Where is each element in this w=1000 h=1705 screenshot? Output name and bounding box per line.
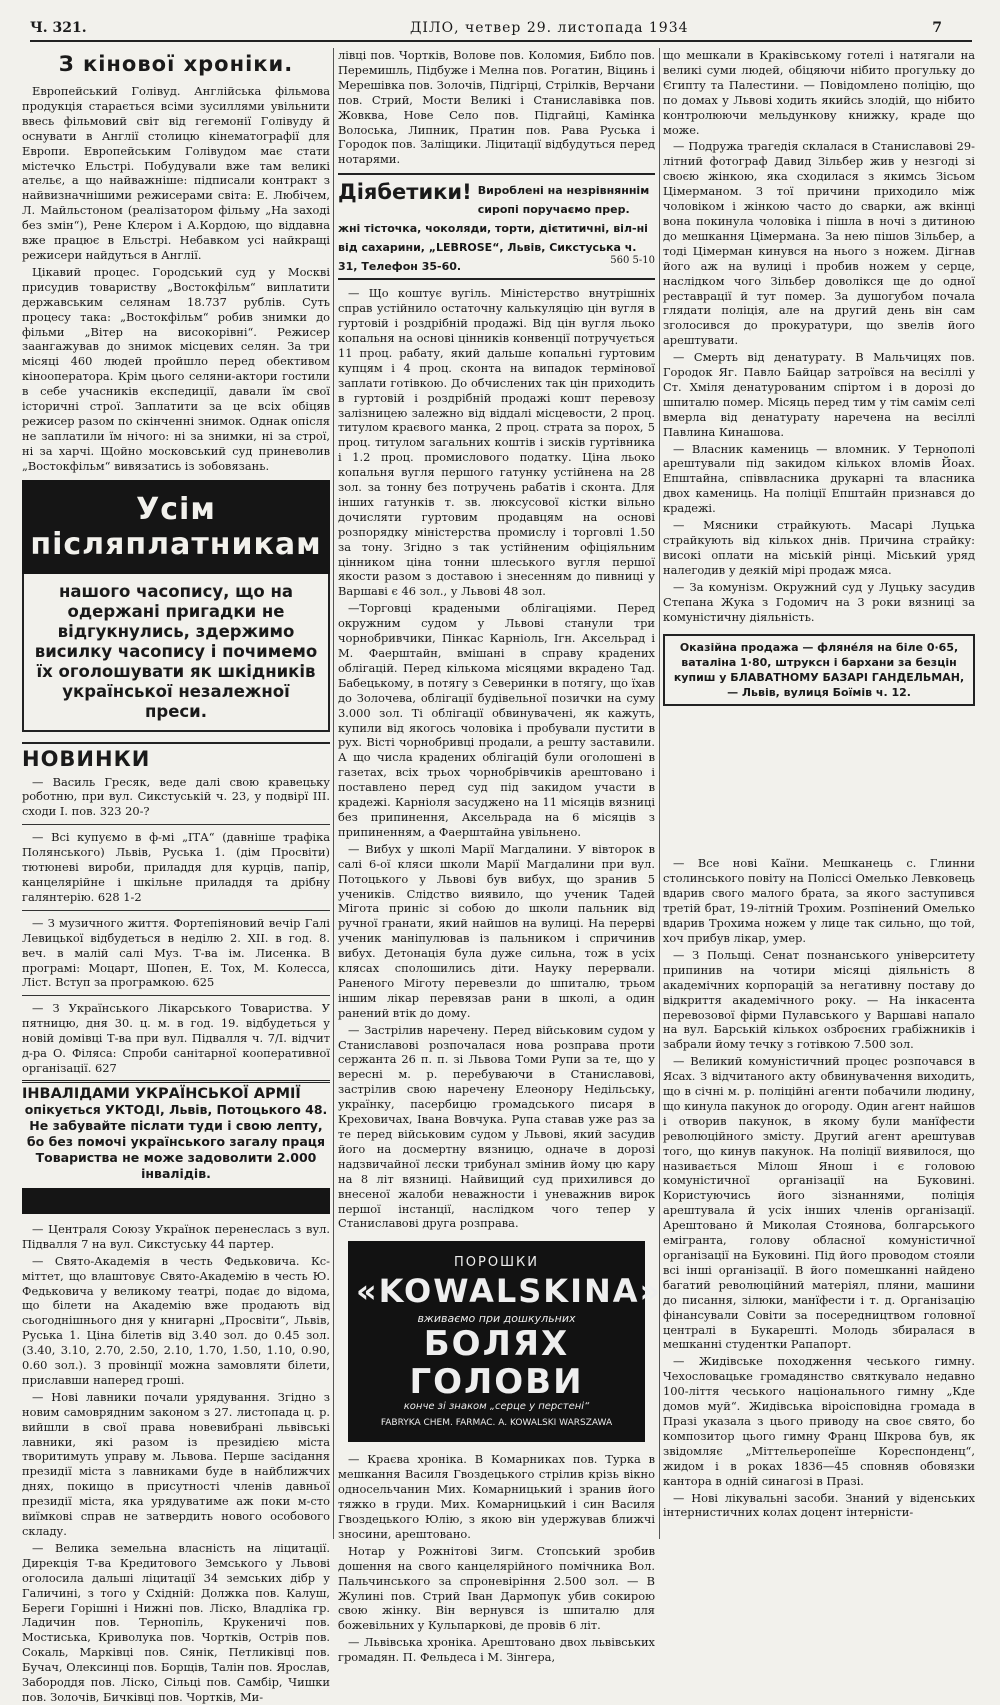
invalids-notice [22,1080,330,1182]
divider [22,824,330,825]
news-item: — З музичного життя. Фортепіяновий вечір Галі Левицької відбудеться в неділю 2. ХІІ. в год. 8. веч. в малій салі Муз. Т-ва ім. Лисенка. В програмі: Моцарт, Шопен, Е. Тох, М. Колесса, Ліст. Вступ за програмкою. 625 [22,915,330,990]
bazaar-ad: Оказійна продажа — фляне́ля на біле 0·65, ваталіна 1·80, штруксн і бархани за безцін купиш у БЛАВАТНОМУ БАЗАРІ ГАНДЕЛЬМАН, — Львів, вулиця Боїмів ч. 12. [663,634,975,706]
blank-space [663,716,975,856]
invalids-text: опікується УКТОДІ, Львів, Потоцького 48. Не забувайте післати туди і свою лепту, бо без помочі українського загалу праця Товариства не може задоволити 2.000 інвалідів. [24,1101,328,1181]
article-new-cains: — Все нові Каїни. Мешканець с. Глинни столинського повіту на Поліссі Омелько Левковець вдарив свого малого брата, за якого заступився третій брат, 19-літній Трохим. Розпінений Омелько вдарив Трохима ножем у лице так сильно, що той, хоч прибув лікар, умер. [663,856,975,945]
cinema-chronicle-heading: З кінової хроніки. [58,52,294,76]
article-from-poland: — З Польщі. Сенат познанського університету припинив на чотири місяці діяльність 8 академічних корпорацій за негативну поставу до відкриття академічного року. — На інкасента перевозової фірми Пулавського у Варшаві напало на вул. Барській кількох озброєних грабіжників і забрали йому течку з готівкою 7.500 зол. [663,947,975,1052]
header-rule [30,40,972,42]
article-regional-chronicle: — Краєва хроніка. В Комарниках пов. Турка в мешкання Василя Гвоздецького стрілив крізь вікно односельчанин Мих. Комарницький і зранив його тяжко в груди. Мих. Комарницький і син Василя Гвоздецького Юлію, з якою він удержував ближчі зносини, арештовано. [338,1452,655,1541]
divider [22,910,330,911]
news-item-continued: лівці пов. Чортків, Волове пов. Коломия, Библо пов. Перемишль, Підбуже і Мелна пов. Рогатин, Віцинь і Мерешівка пов. Золочів, Підгірці, Стрілків, Верчани пов. Стрий, Мости Великі і Станиславівка пов. Жовква, Нове Село пов. Підгайці, Камінка Волоська, Липник, Пратин пов. Рава Руська і Городок пов. Заліщики. Ліцитації відбудуться перед нотарями. [338,48,655,167]
article-communist-trial: — Великий комуністичний процес розпочався в Ясах. З відчитаного акту обвинувачення виходить, що в січні м. р. поліційні агенти побачили людину, що кинула пакунок до огороду. Один агент найшов і отворив пакунок, в якому були манїфести революційного змісту. Другий агент арештував того, що кинув пакунок. На поліції виявилося, що називається Мілош Янош і є головою комуністичної організації на Буковині. Користуючись його зізнаннями, поліція арештувала й усіх інших членів організації. Арештовано й Миколая Стоянова, болгарського емігранта, голову обласної комуністичної організації на Буковині. Під його проводом стояли всі інші організації. В його помешканні найдено багатий революційний матеріял, пляни, машини до писання, зілюки, манїфести і т. д. Організацію фінансували Совіти за посередництвом головної централі в Букарешті. Молодь збиралася в мешканні студентки Рапапорт. [663,1054,975,1352]
diabetics-ad [338,173,655,280]
news-item: — Нові лавники почали урядування. Згідно з новим самоврядним законом з 27. листопада ц. р. вийшли в свої права новевибрані львівські лавники, які разом із президією міста творитимуть управу м. Львова. Перше засідання президії міста з лавниками буде в найближчих днях, покищо в присутності членів давньої президії міста, яка урядуватиме аж поки м-сто виїмкові справ не затвердить нового особового складу. [22,1389,330,1538]
article-continued: що мешкали в Краківському готелі і натягали на великі суми людей, обіцяючи нібито прогульку до Єгипту та Палестини. — Повідомлено поліцію, що по домах у Львові ходить якийсь злодій, що нібито контролюючи мельдункову книжку, краде що може. [663,48,975,137]
diabetics-ad-headline: Діябетики! [338,180,472,205]
ad-use-text: вживаємо при дошкульних [417,1312,576,1326]
news-item: — З Українського Лікарського Товариства. У пятницю, дня 30. ц. м. в год. 19. відбудеться у новій домівці Т-ва при вул. Підвалля ч. 7/І. відчит д-ра О. Філяса: Спроби санітарної кооперативної організації. 627 [22,1001,330,1075]
article-coal-prices: — Що коштує вугіль. Міністерство внутрішніх справ устійнило остаточну калькуляцію цін вугля в гуртовій і роздрібній продажі. Від цін вугля льоко копальня на основі цінників конвенції потручується 11 проц. рабату, який дальше копальні гуртовим купцям і 4 проц. сконта на випадок термінової заплати готівкою. До обчислених так цін приходить в гуртовій і роздрібній продажі кошт перевозу залізницею залежно від віддалі місцевости, 2 проц. титулом краєвого манка, 2 проц. страта за порох, 5 проц. титулом загальних коштів і зисків гуртівника і 1.2 проц. промислового податку. Ціна льоко копальня вугля першого гатунку устійнена на 28 зол. за тонну без потручень рабатів і сконта. Для інших гатунків т. зв. люксусової кістки вільно дочисляти гуртовим продавцям на основі розпорядку міністерства промислу і торговлі 1.50 за тону. Згідно з так устійненим офіціяльним цінником ціна тонни шлеського вугля першої якости разом з доставою і знесенням до пивниці у Варшаві є 46 зол., у Львові 48 зол. [338,286,655,599]
news-section-heading: НОВИНКИ [22,742,330,771]
article-butchers-strike: — Мясники страйкують. Масарі Луцька страйкують від кількох днів. Причина страйку: високі оплати на міській рінці. Міський уряд налегодив у деякій мірі продаж мяса. [663,518,975,577]
masthead: ДІЛО, четвер 29. листопада 1934 [410,20,689,36]
ad-trademark-text: конче зі знаком „серце у перстені“ [403,1401,590,1413]
article-stolen-bonds: —Торговці крадеными облігаціями. Перед окружним судом у Львові станули три чорнобривчики, Пінкас Карніоль, Ігн. Аксельрад і М. Фаерштайн, вмішані в справу крадених облігацій. Перед кількома місяцями вкрадено Тад. Бабецькому, в потягу з Северинки в потягу, що їхав до Золочева, облігації будівельної позички на суму 3.000 зол. Ті облігації обвинувачені, як кажуть, купили від якогось чоловіка і пробували пустити в рух. Вісті чорнобривці продали, а решту заставили. А що числа крадених облігацій були оголошені в газетах, всіх трьох чорнобрівчиків арештовано і поставлено перед суд під закидом участи в крадежі. Карніоля засуджено на 11 місяців вязниці без припинення, Аксельрада на 6 місяців з припиненням, а Фаерштайна увільнено. [338,601,655,839]
ad-headache-text: БОЛЯХ ГОЛОВИ [409,1324,584,1403]
diabetics-ad-text: Вироблені на незрівняннім сиропі поручаємо прер. жні тісточка, чоколяди, торти, дієтитичні, віл-ні від сахарини, „LEBROSE“, Львів, Сикстуська ч. 31, Телефон 35-60. [338,184,650,274]
article-fiancee-shot: — Застрілив наречену. Перед військовим судом у Станиславові розпочалася нова розправа проти сержанта 26 п. п. зі Львова Томи Рупи за те, що у вересні м. р. перебуваючи в Станиславові, застрілив свою наречену Елеонору Недільську, українку, пасербицю громадського писаря в Креховичах, Івана Вовчука. Рупа ставав уже раз за те перед військовим судом у Львові, який засудив його на досмертну вязницю, одначе в дорозі надзвичайної лєски трибунал змінив йому цю кару на 8 літ вязниці. Найвищий суд прихилився до внесеної жалоби неважности і уневажнив вирок першої інстанції, наслідком чого тепер у Станиславові друга розправа. [338,1022,655,1231]
news-item: — Василь Гресяк, веде далі свою кравецьку роботню, при вул. Сикстуській ч. 23, у подвірї ІІІ. сходи І. пов. 323 20-? [22,774,330,819]
article-communism: — За комунізм. Окружний суд у Луцьку засудив Степана Жука з Годомич на 3 роки вязниці за комуністичну діяльність. [663,579,975,624]
ad-code: 560 5-10 [610,255,655,267]
column-divider [659,48,660,1539]
cod-subscribers-banner: Усім післяплатникам [22,480,330,574]
article-marital-tragedy: — Подружа трагедія склалася в Станиславові 29-літний фотограф Давид Зільбер жив у незгоді зі своєю жінкою, яка сходилася з якимсь Зісьом Цімерманом. З тої причини приходило між чоловіком і жінкою часто до сварки, аж вкінці вона покинула чоловіка і пішла в ночі з дитиною до мешкання Цімермана. За нею пішов Зільбер, а тоді Цімерман кинувся на нього з ножем. Дігнав його аж на вулиці і пробив ножем у серце, наслідком чого Зільбер доволікся ще до одної реставрації й тут помер. За душогубом почала глядати поліція, але на другий день він сам зголосився до прокуратури, що звелів його арештувати. [663,139,975,348]
page-header [30,20,972,40]
issue-number: Ч. 321. [30,20,87,36]
column-2 [338,48,663,1665]
article-czech-anthem: — Жидівське походження чеського гимну. Чехословацьке громадянство святкувало недавно 100-ліття чеського національного гимну „Кде домов муй“. Жидівська віроісповідна громада в Празі указала з цього приводу на своє свято, бо композитор цього гимну Франц Шкрова був, як звідомляє „Міттельеропеїше Кореспонденц“, жидом і в роках 1836—45 сповняв обовязки кантора в одній синагозі в Празі. [663,1354,975,1488]
article-notary: Нотар у Рожнітові Зигм. Стопський зробив дошення на свого канцелярійного помічника Вол. Пальчинського за спроневіріння 2.500 зол. — В Жулині пов. Стрий Іван Дармопук убив сокирою свою жінку. Він вернувся із шпиталю для божевільних у Кульпаркові, де провів 6 літ. [338,1543,655,1633]
news-item: — Централя Союзу Українок перенеслась з вул. Підвалля 7 на вул. Сикстуську 44 партер. [22,1221,330,1251]
column-1 [22,48,330,1704]
divider [22,995,330,996]
column-3 [663,48,975,1539]
article-burglar-owner: — Власник камениць — вломник. У Тернополі арештували під закидом кількох вломів Йоах. Епштайна, співвласника друкарні та власника двох камениць. На поліції Епштайн признався до крадежі. [663,441,975,516]
ad-powders-label: ПОРОШКИ [454,1255,539,1271]
ad-brand: «KOWALSKINA» [356,1272,663,1311]
article-denatured-alcohol: — Смерть від денатурату. В Мальчицях пов. Городок Яг. Павло Байцар затроївся на весіллі у Ст. Хміля денатурованим спіртом і в дорозі до шпиталю помер. Місяць перед тим у тім самім селі вмерла від денатурату наречена на весіллі Павлина Кинашова. [663,350,975,439]
cod-subscribers-notice: нашого часопису, що на одержані пригадки не відгукнулись, здержимо висилку часопису і почимемо їх оголошувати як шкідників української незалежної преси. [22,574,330,732]
ad-manufacturer: FABRYKA CHEM. FARMAC. A. KOWALSKI WARSZAWA [380,1418,613,1429]
article-school-explosion: — Вибух у школі Марії Магдалини. У вівторок в салі 6-ої кляси школи Марії Магдалини при вул. Потоцького у Львові був вибух, що зранив 5 учеників. Слідство виявило, що ученик Тадей Мігота приніс зі собою до школи пальник від ручної гранати, який найшов на вулиці. На перерві ученик маніпулював із пальником і спричинив вибух. Детонація була дуже сильна, тож в усіх клясах сполошились діти. Науку перервали. Раненого Міготу перевезли до шпиталю, трьом іншим лікар перевязав рани в школі, а один ранений втік до дому. [338,841,655,1020]
article-european-hollywood: Европейський Голівуд. Англійська фільмова продукція старається всіми зусиллями увільнити ввесь фільмовий світ від гегемонії Голівуду й оснувати в Англії столицю кінематографії для Европи. Европейським Голівудом має стати містечко Ельстрі. Побудували вже там великі ательє, а що найважніше: підписали контракт з найвизначнішими режисерами світа: Е. Любічем, Л. Майльстоном (реалізатором фільму „На заході без змін“), Рене Клєром і А.Кордою, що віддавна вже працює в Ельстрі. Небавком усі найкращі режисери найдуться в Англії. [22,84,330,262]
article-new-remedies: — Нові лікувальні засоби. Знаний у віденських інтернистичних колах доцент інтерністи- [663,1490,975,1520]
news-item: — Велика земельна власність на ліцитації. Дирекція Т-ва Кредитового Земського у Львові оголосила дальші ліцитації 34 земських дібр у Галичині, з того у Східній: Должка пов. Калуш, Береги Горішні і Нижні пов. Ліско, Владліка гр. Ладичин пов. Тернопіль, Крукеничі пов. Мостиська, Криволука пов. Чортків, Острів пов. Сокаль, Марківці пов. Сянік, Петликівці пов. Бучач, Олексинці пов. Борщів, Талін пов. Ярослав, Забороддя пов. Ліско, Сільці пов. Самбір, Чишки пов. Золочів, Бичківці пов. Чортків, Ми- [22,1540,330,1704]
article-lviv-chronicle: — Львівська хроніка. Арештовано двох львівських громадян. П. Фельдеса і М. Зінгера, [338,1635,655,1665]
article-interesting-trial: Цікавий процес. Городський суд у Москві присудив товариству „Востокфільм“ виплатити державським селянам 18.737 рублів. Суть процесу така: „Востокфільм“ робив знимки до фільми „Вітер на високорівні“. Режисер заангажував до знимок місцевих селян. За три місяці 460 людей пройшло перед обективом кінооператора. Крім цього селяни-актори гостили в себе учасників експедиції, давали їм свої історичні строї. Заплатити за це всіх обіцяв режисер разом по скінченні знимок. Однак опісля не заплатили їм нічого: ні за знимки, ні за строї, ні за харчі. Щойно московський суд приневолив „Востокфільм“ вивязатись із зобовязань. [22,264,330,473]
column-divider [333,48,334,1539]
black-bar [22,1188,330,1214]
news-item: — Всі купуємо в ф-мі „ІТА“ (давніше трафіка Полянського) Львів, Руська 1. (дім Просвіти) тютюневі вироби, приладдя для курців, папір, канцелярійне і шкільне приладдя та дрібну галянтерію. 628 1-2 [22,830,330,904]
kowalskina-ad [348,1241,663,1442]
page-number: 7 [932,20,942,36]
news-item: — Свято-Академія в честь Федьковича. Кс-міттет, що влаштовує Свято-Академію в честь Ю. Федьковича у великому театрі, подає до відома, що білети на Академію вже продають від сьогоднішнього дня у книгарні „Просвіти“, Львів, Руська 1. Ціна білетів від 3.40 зол. до 0.45 зол. (3.40, 3.10, 2.70, 2.50, 2.10, 1.70, 1.50, 1.10, 0.90, 0.60 зол.). З провінції можна замовляти білети, приславши наперед гроші. [22,1253,330,1387]
invalids-title: ІНВАЛІДАМИ УКРАЇНСЬКОЇ АРМІЇ [22,1085,301,1102]
